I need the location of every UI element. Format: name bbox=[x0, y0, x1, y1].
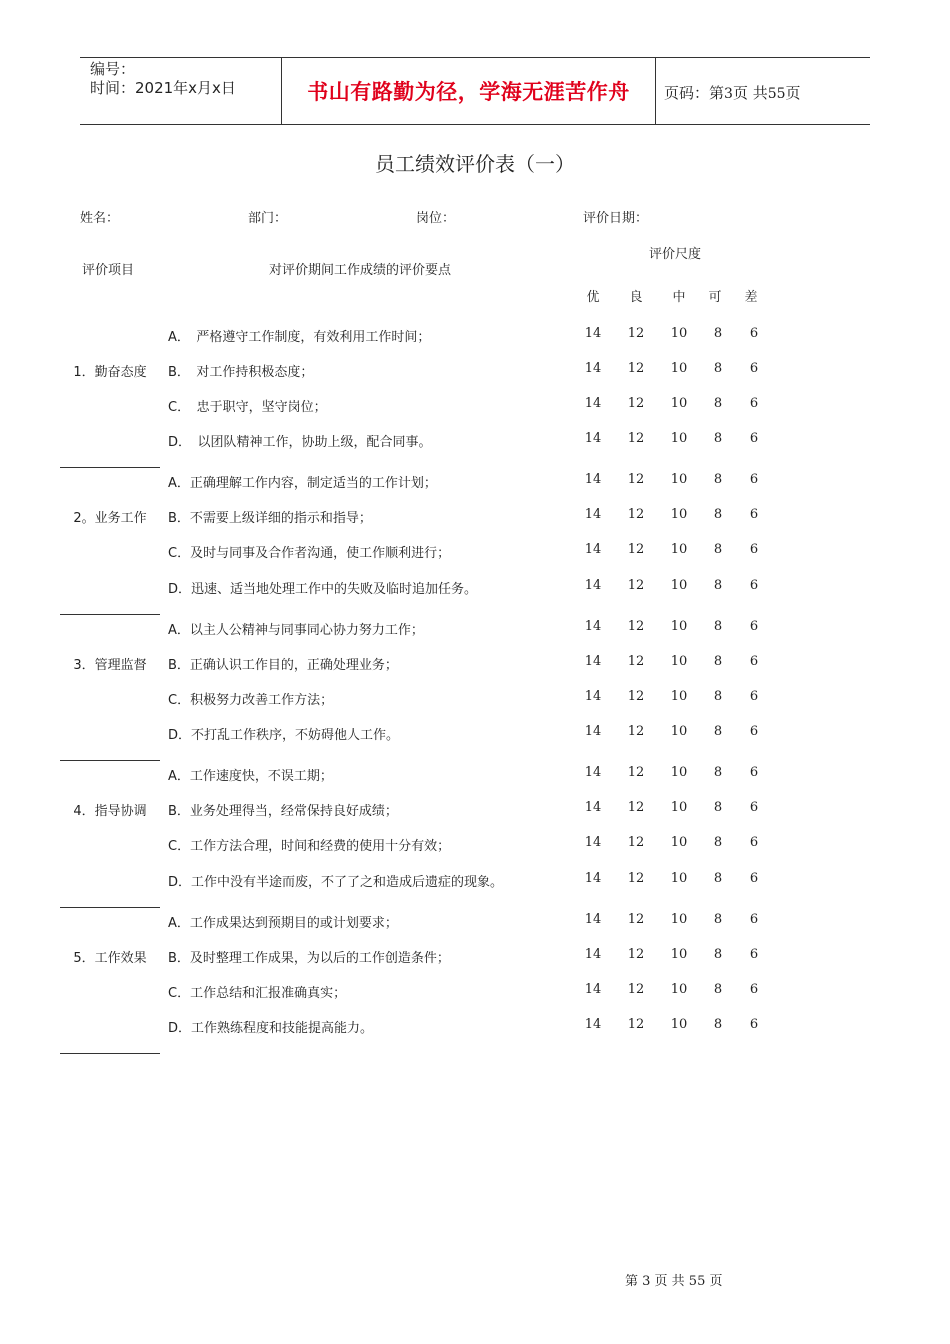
score-good: 12 bbox=[627, 431, 645, 446]
score-good: 12 bbox=[627, 542, 645, 557]
score-excellent: 14 bbox=[584, 472, 602, 487]
group-divider bbox=[60, 907, 160, 908]
score-good: 12 bbox=[627, 982, 645, 997]
criterion-text: B． 对工作持积极态度； bbox=[168, 365, 314, 380]
criterion-text: C． 忠于职守，坚守岗位； bbox=[168, 400, 327, 415]
score-poor: 6 bbox=[749, 431, 759, 446]
score-good: 12 bbox=[627, 619, 645, 634]
criterion-text: A．工作成果达到预期目的或计划要求； bbox=[168, 916, 398, 931]
score-poor: 6 bbox=[749, 982, 759, 997]
score-poor: 6 bbox=[749, 724, 759, 739]
criterion-text: C．工作方法合理，时间和经费的使用十分有效； bbox=[168, 839, 451, 854]
page-footer: 第 3 页 共 55 页 bbox=[625, 1274, 723, 1289]
criterion-text: A． 严格遵守工作制度，有效利用工作时间； bbox=[168, 330, 431, 345]
score-average: 10 bbox=[670, 326, 688, 341]
score-fair: 8 bbox=[713, 982, 723, 997]
criterion-row bbox=[0, 654, 950, 674]
group-label-diligence: 1．勤奋态度 bbox=[73, 365, 147, 380]
criterion-text: D． 以团队精神工作，协助上级，配合同事。 bbox=[168, 435, 432, 450]
criterion-text: B．正确认识工作目的，正确处理业务； bbox=[168, 658, 398, 673]
score-fair: 8 bbox=[713, 431, 723, 446]
criterion-text: C．及时与同事及合作者沟通，使工作顺利进行； bbox=[168, 546, 451, 561]
score-poor: 6 bbox=[749, 1017, 759, 1032]
grade-average: 中 bbox=[672, 290, 686, 305]
score-fair: 8 bbox=[713, 871, 723, 886]
score-excellent: 14 bbox=[584, 654, 602, 669]
criterion-text: B．及时整理工作成果，为以后的工作创造条件； bbox=[168, 951, 450, 966]
criterion-row bbox=[0, 472, 950, 492]
score-poor: 6 bbox=[749, 654, 759, 669]
criterion-row bbox=[0, 619, 950, 639]
criterion-row bbox=[0, 871, 950, 891]
score-fair: 8 bbox=[713, 472, 723, 487]
criterion-row bbox=[0, 835, 950, 855]
score-excellent: 14 bbox=[584, 542, 602, 557]
header-divider-right bbox=[655, 57, 656, 125]
score-poor: 6 bbox=[749, 835, 759, 850]
score-fair: 8 bbox=[713, 361, 723, 376]
score-good: 12 bbox=[627, 912, 645, 927]
criterion-row bbox=[0, 765, 950, 785]
score-average: 10 bbox=[670, 507, 688, 522]
page-mid: 页 共 bbox=[732, 84, 768, 102]
score-excellent: 14 bbox=[584, 1017, 602, 1032]
criterion-text: B．不需要上级详细的指示和指导； bbox=[168, 511, 372, 526]
score-fair: 8 bbox=[713, 724, 723, 739]
info-date-label: 评价日期： bbox=[583, 211, 649, 226]
score-good: 12 bbox=[627, 578, 645, 593]
score-excellent: 14 bbox=[584, 724, 602, 739]
score-poor: 6 bbox=[749, 326, 759, 341]
score-good: 12 bbox=[627, 472, 645, 487]
score-excellent: 14 bbox=[584, 619, 602, 634]
score-fair: 8 bbox=[713, 619, 723, 634]
score-good: 12 bbox=[627, 765, 645, 780]
criterion-row bbox=[0, 326, 950, 346]
score-fair: 8 bbox=[713, 800, 723, 815]
criterion-row bbox=[0, 800, 950, 820]
score-excellent: 14 bbox=[584, 361, 602, 376]
score-fair: 8 bbox=[713, 578, 723, 593]
grade-fair: 可 bbox=[708, 290, 722, 305]
criterion-text: A．工作速度快，不误工期； bbox=[168, 769, 333, 784]
score-poor: 6 bbox=[749, 871, 759, 886]
criterion-row bbox=[0, 507, 950, 527]
group-label-business-work: 2。业务工作 bbox=[73, 511, 147, 526]
score-poor: 6 bbox=[749, 361, 759, 376]
score-fair: 8 bbox=[713, 947, 723, 962]
score-average: 10 bbox=[670, 835, 688, 850]
score-fair: 8 bbox=[713, 326, 723, 341]
group-label-management: 3．管理监督 bbox=[73, 658, 147, 673]
score-poor: 6 bbox=[749, 800, 759, 815]
score-average: 10 bbox=[670, 689, 688, 704]
column-header-item: 评价项目 bbox=[82, 263, 135, 278]
page-total: 55 bbox=[767, 86, 786, 102]
date-line: 时间：2021年x月x日 bbox=[90, 79, 236, 97]
criterion-text: D．迅速、适当地处理工作中的失败及临时追加任务。 bbox=[168, 582, 478, 597]
score-poor: 6 bbox=[749, 578, 759, 593]
criterion-row bbox=[0, 396, 950, 416]
score-good: 12 bbox=[627, 800, 645, 815]
grade-poor: 差 bbox=[744, 290, 758, 305]
score-average: 10 bbox=[670, 619, 688, 634]
criterion-row bbox=[0, 361, 950, 381]
score-average: 10 bbox=[670, 431, 688, 446]
score-fair: 8 bbox=[713, 542, 723, 557]
score-excellent: 14 bbox=[584, 835, 602, 850]
score-good: 12 bbox=[627, 724, 645, 739]
score-good: 12 bbox=[627, 396, 645, 411]
info-name-label: 姓名： bbox=[80, 211, 120, 226]
score-fair: 8 bbox=[713, 912, 723, 927]
header-page-number bbox=[664, 82, 801, 103]
score-average: 10 bbox=[670, 871, 688, 886]
page-title: 员工绩效评价表（一） bbox=[375, 152, 575, 176]
score-good: 12 bbox=[627, 835, 645, 850]
criterion-row bbox=[0, 689, 950, 709]
score-average: 10 bbox=[670, 800, 688, 815]
score-excellent: 14 bbox=[584, 507, 602, 522]
column-header-points: 对评价期间工作成绩的评价要点 bbox=[269, 263, 452, 278]
criterion-text: D．不打乱工作秩序，不妨碍他人工作。 bbox=[168, 728, 400, 743]
score-good: 12 bbox=[627, 947, 645, 962]
score-average: 10 bbox=[670, 724, 688, 739]
score-poor: 6 bbox=[749, 619, 759, 634]
criterion-text: D．工作中没有半途而废，不了了之和造成后遗症的现象。 bbox=[168, 875, 504, 890]
score-fair: 8 bbox=[713, 654, 723, 669]
score-excellent: 14 bbox=[584, 396, 602, 411]
score-good: 12 bbox=[627, 326, 645, 341]
score-poor: 6 bbox=[749, 542, 759, 557]
score-poor: 6 bbox=[749, 689, 759, 704]
score-good: 12 bbox=[627, 689, 645, 704]
criterion-text: D．工作熟练程度和技能提高能力。 bbox=[168, 1021, 374, 1036]
score-poor: 6 bbox=[749, 912, 759, 927]
score-poor: 6 bbox=[749, 507, 759, 522]
header-meta bbox=[90, 60, 236, 98]
group-label-coordination: 4．指导协调 bbox=[73, 804, 147, 819]
score-fair: 8 bbox=[713, 689, 723, 704]
grade-excellent: 优 bbox=[586, 290, 600, 305]
score-excellent: 14 bbox=[584, 431, 602, 446]
score-excellent: 14 bbox=[584, 689, 602, 704]
criterion-row bbox=[0, 912, 950, 932]
score-good: 12 bbox=[627, 1017, 645, 1032]
grade-good: 良 bbox=[629, 290, 643, 305]
page-suffix: 页 bbox=[785, 84, 801, 102]
group-divider bbox=[60, 1053, 160, 1054]
group-divider bbox=[60, 467, 160, 468]
score-poor: 6 bbox=[749, 472, 759, 487]
criterion-row bbox=[0, 1017, 950, 1037]
info-post-label: 岗位： bbox=[416, 211, 456, 226]
score-average: 10 bbox=[670, 765, 688, 780]
criterion-text: C．工作总结和汇报准确真实； bbox=[168, 986, 347, 1001]
score-excellent: 14 bbox=[584, 326, 602, 341]
score-excellent: 14 bbox=[584, 871, 602, 886]
score-good: 12 bbox=[627, 871, 645, 886]
score-average: 10 bbox=[670, 654, 688, 669]
score-average: 10 bbox=[670, 1017, 688, 1032]
group-label-results: 5．工作效果 bbox=[73, 951, 147, 966]
score-excellent: 14 bbox=[584, 578, 602, 593]
score-fair: 8 bbox=[713, 835, 723, 850]
score-poor: 6 bbox=[749, 765, 759, 780]
score-excellent: 14 bbox=[584, 800, 602, 815]
score-average: 10 bbox=[670, 578, 688, 593]
score-fair: 8 bbox=[713, 507, 723, 522]
column-header-scale: 评价尺度 bbox=[649, 247, 702, 262]
serial-label: 编号： bbox=[90, 60, 136, 78]
header-motto: 书山有路勤为径，学海无涯苦作舟 bbox=[307, 80, 630, 104]
score-good: 12 bbox=[627, 654, 645, 669]
criterion-row bbox=[0, 947, 950, 967]
page-prefix: 页码：第 bbox=[664, 84, 725, 102]
score-good: 12 bbox=[627, 361, 645, 376]
page-current: 3 bbox=[724, 86, 733, 102]
group-divider bbox=[60, 614, 160, 615]
criterion-text: A．正确理解工作内容，制定适当的工作计划； bbox=[168, 476, 437, 491]
score-poor: 6 bbox=[749, 396, 759, 411]
criterion-text: B．业务处理得当，经常保持良好成绩； bbox=[168, 804, 398, 819]
score-fair: 8 bbox=[713, 396, 723, 411]
criterion-row bbox=[0, 431, 950, 451]
info-dept-label: 部门： bbox=[248, 211, 288, 226]
criterion-row bbox=[0, 578, 950, 598]
score-fair: 8 bbox=[713, 765, 723, 780]
score-excellent: 14 bbox=[584, 947, 602, 962]
score-average: 10 bbox=[670, 947, 688, 962]
score-average: 10 bbox=[670, 396, 688, 411]
score-fair: 8 bbox=[713, 1017, 723, 1032]
score-average: 10 bbox=[670, 472, 688, 487]
score-average: 10 bbox=[670, 361, 688, 376]
group-divider bbox=[60, 760, 160, 761]
criterion-text: A．以主人公精神与同事同心协力努力工作； bbox=[168, 623, 424, 638]
score-excellent: 14 bbox=[584, 982, 602, 997]
score-average: 10 bbox=[670, 912, 688, 927]
score-poor: 6 bbox=[749, 947, 759, 962]
score-excellent: 14 bbox=[584, 765, 602, 780]
criterion-row bbox=[0, 724, 950, 744]
score-average: 10 bbox=[670, 542, 688, 557]
score-good: 12 bbox=[627, 507, 645, 522]
score-excellent: 14 bbox=[584, 912, 602, 927]
criterion-row bbox=[0, 542, 950, 562]
criterion-text: C．积极努力改善工作方法； bbox=[168, 693, 334, 708]
criterion-row bbox=[0, 982, 950, 1002]
score-average: 10 bbox=[670, 982, 688, 997]
